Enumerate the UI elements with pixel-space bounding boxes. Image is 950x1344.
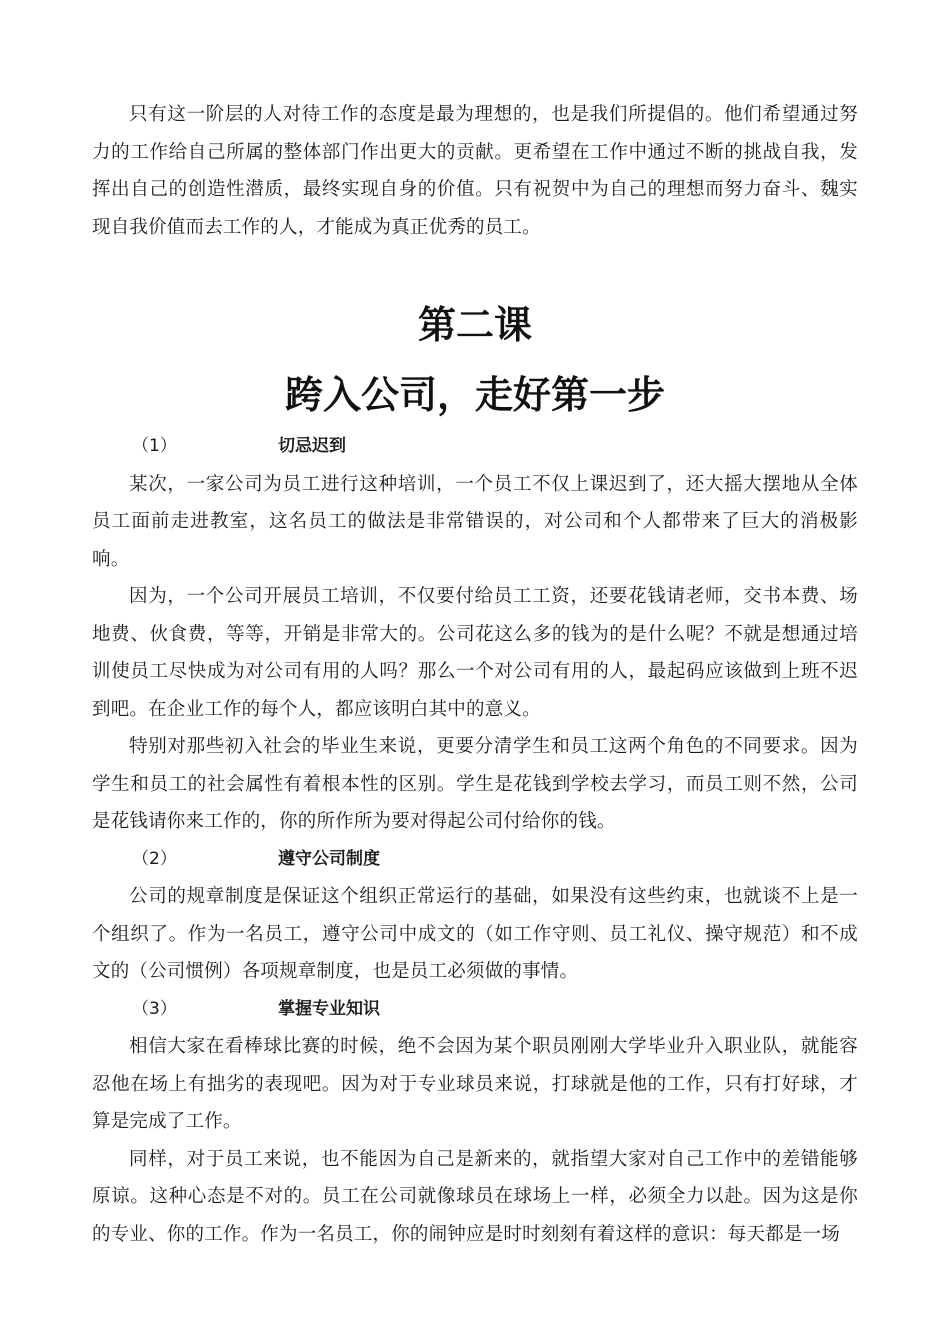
section-heading xyxy=(92,991,858,1029)
lesson-title: 第二课 xyxy=(417,303,532,347)
section-title: 遵守公司制度 xyxy=(278,848,380,869)
lesson-subtitle: 跨入公司，走好第一步 xyxy=(284,373,665,417)
section-title: 掌握专业知识 xyxy=(278,998,380,1019)
intro-paragraph: 只有这一阶层的人对待工作的态度是最为理想的，也是我们所提倡的。他们希望通过努力的工作给自己所属的整体部门作出更大的贡献。更希望在工作中通过不断的挑战自我，发挥出自己的创造性潜质，最终实现自身的价值。只有祝贺中为自己的理想而努力奋斗、魏实现自我价值而去工作的人，才能成为真正优秀的员工。 xyxy=(92,104,858,238)
section-number: （3） xyxy=(132,998,177,1019)
section-paragraph: 同样，对于员工来说，也不能因为自己是新来的，就指望大家对自己工作中的差错能够原谅。这种心态是不对的。员工在公司就像球员在球场上一样，必须全力以赴。因为这是你的专业、你的工作。作为一名员工，你的闹钟应是时时刻刻有着这样的意识：每天都是一场 xyxy=(92,1148,858,1245)
section-paragraph: 某次，一家公司为员工进行这种培训，一个员工不仅上课迟到了，还大摇大摆地从全体员工面前走进教室，这名员工的做法是非常错误的，对公司和个人都带来了巨大的消极影响。 xyxy=(92,473,858,570)
section-title: 切忌迟到 xyxy=(278,436,346,456)
section-1 xyxy=(92,428,858,841)
section-number: （1） xyxy=(132,436,177,456)
section-2 xyxy=(92,841,858,991)
section-paragraph: 特别对那些初入社会的毕业生来说，更要分清学生和员工这两个角色的不同要求。因为学生和员工的社会属性有着根本性的区别。学生是花钱到学校去学习，而员工则不然，公司是花钱请你来工作的，你的所作所为要对得起公司付给你的钱。 xyxy=(92,736,858,832)
section-paragraph: 公司的规章制度是保证这个组织正常运行的基础，如果没有这些约束，也就谈不上是一个组织了。作为一名员工，遵守公司中成文的（如工作守则、员工礼仪、操守规范）和不成文的（公司惯例）各项规章制度，也是员工必须做的事情。 xyxy=(92,886,858,982)
section-heading xyxy=(92,841,858,879)
section-3 xyxy=(92,991,858,1254)
section-paragraph: 相信大家在看棒球比赛的时候，绝不会因为某个职员刚刚大学毕业升入职业队，就能容忍他在场上有拙劣的表现吧。因为对于专业球员来说，打球就是他的工作，只有打好球，才算是完成了工作。 xyxy=(92,1036,858,1132)
section-paragraph: 因为，一个公司开展员工培训，不仅要付给员工工资，还要花钱请老师，交书本费、场地费、伙食费，等等，开销是非常大的。公司花这么多的钱为的是什么呢？不就是想通过培训使员工尽快成为对公司有用的人吗？那么一个对公司有用的人，最起码应该做到上班不迟到吧。在企业工作的每个人，都应该明白其中的意义。 xyxy=(92,586,858,720)
section-number: （2） xyxy=(132,848,177,869)
section-heading xyxy=(92,428,858,466)
